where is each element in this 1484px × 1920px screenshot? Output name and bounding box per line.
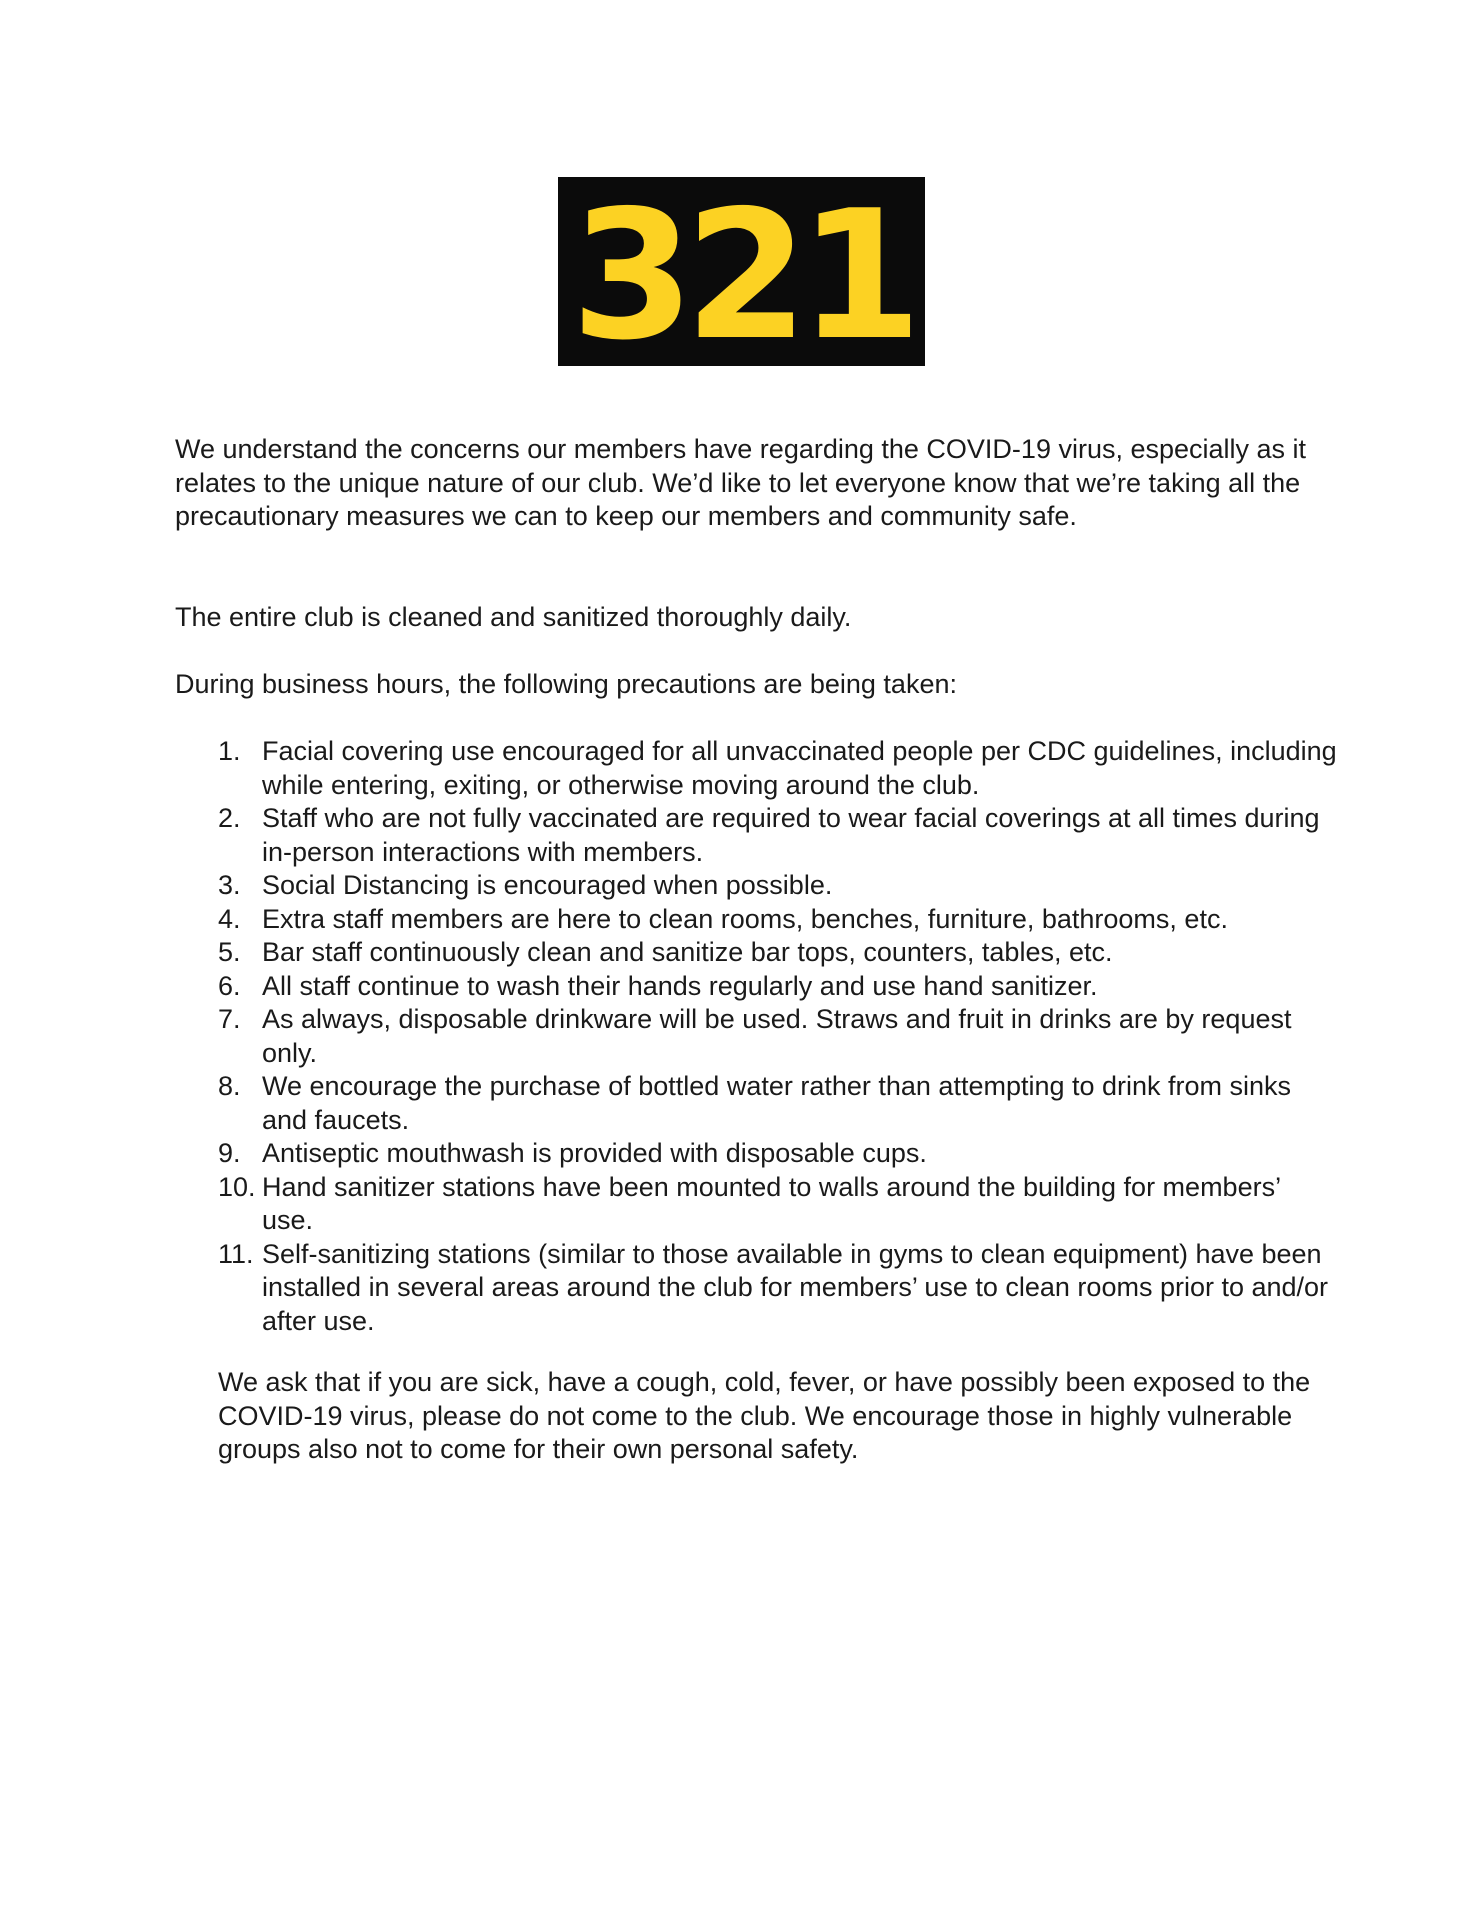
list-item-text: Antiseptic mouthwash is provided with disposable cups. [262,1138,927,1168]
list-intro: During business hours, the following precautions are being taken: [175,669,957,699]
closing-paragraph: We ask that if you are sick, have a cough, cold, fever, or have possibly been exposed to the COVID-19 virus, please do not come to the club. We encourage those in highly vulnerable groups also not to come for their own personal safety. [218,1367,1311,1464]
list-item [218,1003,1338,1070]
list-item-text: Facial covering use encouraged for all unvaccinated people per CDC guidelines, including while entering, exiting, or otherwise moving around the club. [262,736,1337,800]
cleaning-statement: The entire club is cleaned and sanitized thoroughly daily. [175,602,852,632]
list-item-number: 2. [218,803,241,833]
list-item-number: 9. [218,1138,241,1168]
list-item [218,1171,1338,1238]
list-item [218,1238,1338,1339]
list-item-text: Staff who are not fully vaccinated are required to wear facial coverings at all times during in-person interactions with members. [262,803,1320,867]
precautions-list [218,735,1338,1338]
list-item-number: 6. [218,970,241,1001]
logo-graphic [558,177,925,366]
club-logo [558,177,925,366]
list-item-number: 4. [218,903,241,934]
list-item-text: As always, disposable drinkware will be used. Straws and fruit in drinks are by request only. [262,1004,1292,1068]
list-item-number: 11. [218,1238,254,1269]
list-item-number: 3. [218,870,241,900]
list-item-number: 7. [218,1004,241,1034]
list-item [218,735,1338,802]
list-item [218,936,1338,970]
list-item-text: Extra staff members are here to clean rooms, benches, furniture, bathrooms, etc. [262,903,1228,934]
logo-text: 321 [570,177,913,366]
list-item-text: Hand sanitizer stations have been mounted to walls around the building for members’ use. [262,1171,1281,1235]
list-item-text: All staff continue to wash their hands regularly and use hand sanitizer. [262,970,1098,1001]
list-item [218,970,1338,1004]
list-item [218,903,1338,937]
list-item-number: 5. [218,937,241,967]
list-item-number: 10. [218,1171,256,1202]
intro-paragraph: We understand the concerns our members have regarding the COVID-19 virus, especially as it relates to the unique nature of our club. We’d like to let everyone know that we’re taking all the precautionary measures we can to keep our members and community safe. [175,434,1307,531]
list-item-text: Self-sanitizing stations (similar to those available in gyms to clean equipment) have been installed in several areas around the club for members’ use to clean rooms prior to and/or after use. [262,1238,1329,1336]
list-item [218,869,1338,903]
list-item-text: Social Distancing is encouraged when possible. [262,870,833,900]
list-item [218,802,1338,869]
list-item-text: Bar staff continuously clean and sanitize bar tops, counters, tables, etc. [262,937,1113,967]
list-item-text: We encourage the purchase of bottled water rather than attempting to drink from sinks and faucets. [262,1071,1292,1135]
list-item-number: 8. [218,1071,241,1101]
list-item [218,1070,1338,1137]
list-item [218,1137,1338,1171]
list-item-number: 1. [218,736,241,766]
